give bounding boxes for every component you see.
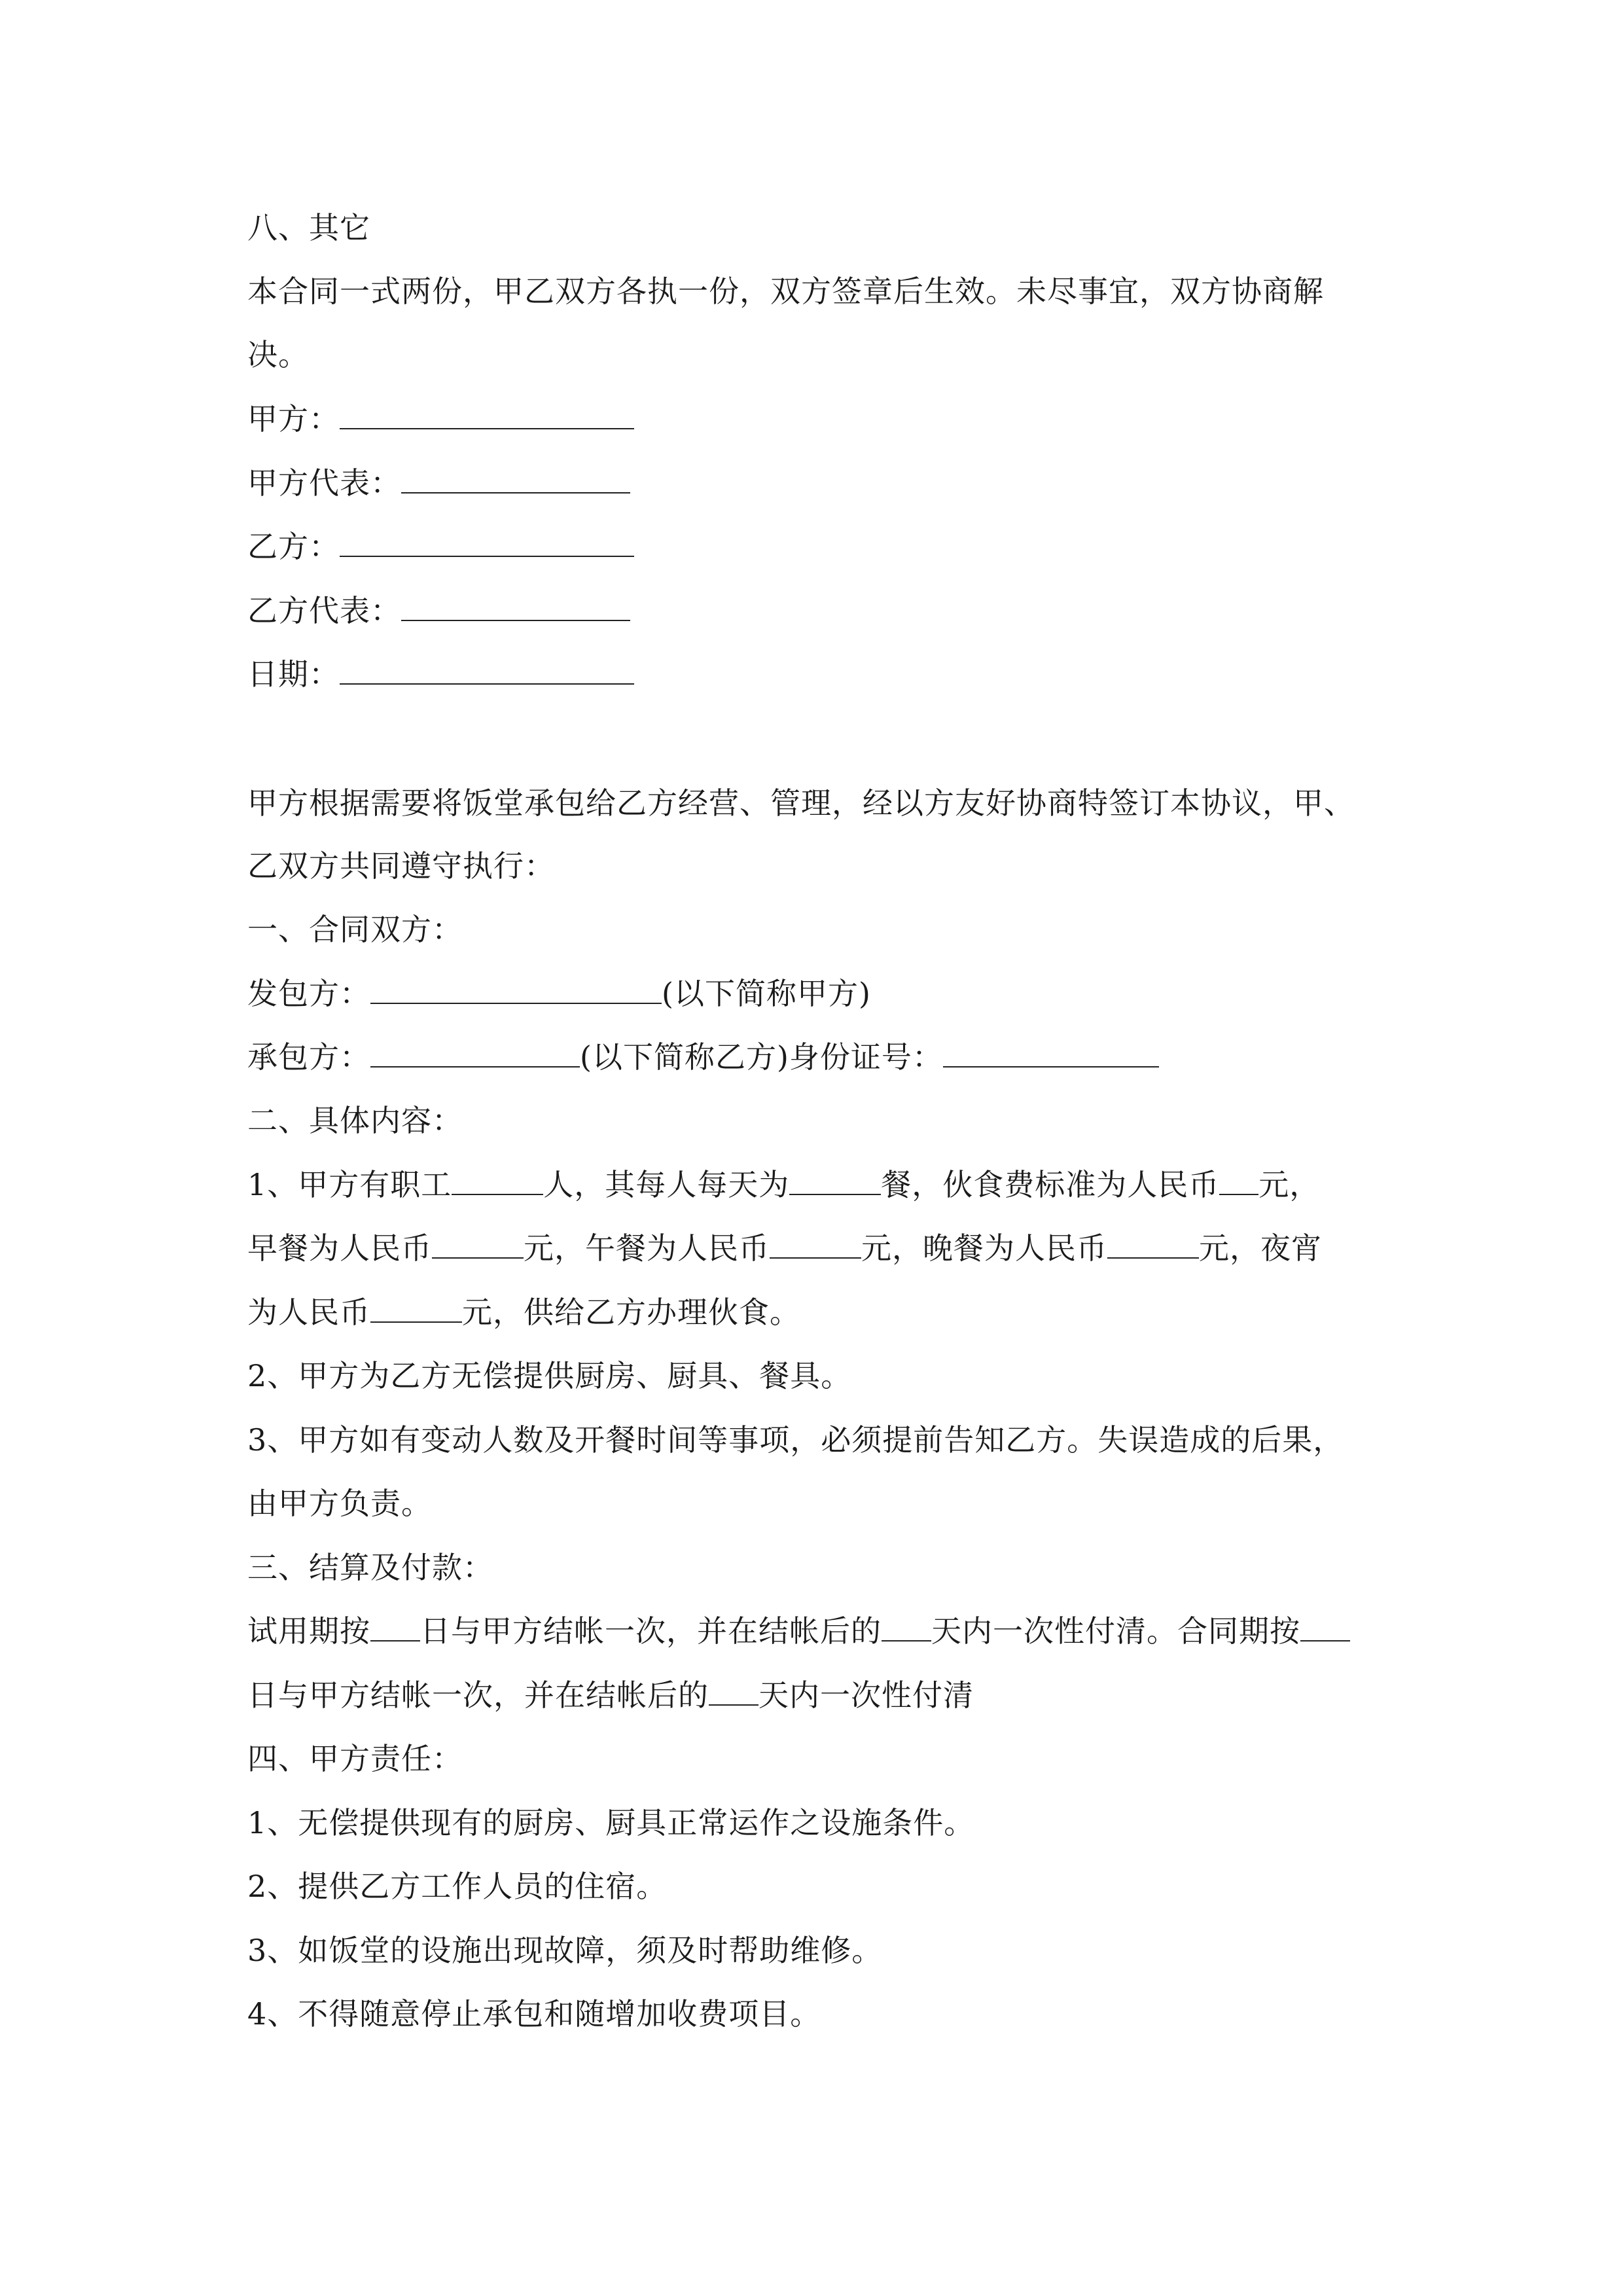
section-4-heading: 四、甲方责任：	[247, 1741, 463, 1776]
contractee-blank[interactable]	[370, 1037, 580, 1067]
party-b-blank[interactable]	[340, 527, 634, 557]
sign-line-party-b	[247, 527, 634, 566]
intro-line-1: 甲方根据需要将饭堂承包给乙方经营、管理，经以方友好协商特签订本协议，甲、	[247, 785, 1355, 821]
sign-line-date	[247, 655, 634, 694]
contractee-suffix: (以下简称乙方)身份证号：	[580, 1039, 943, 1075]
staff-count-blank[interactable]	[452, 1165, 543, 1195]
trial-settle-days-blank[interactable]	[370, 1611, 420, 1641]
section-2-item-1-line-2	[247, 1229, 1322, 1268]
party-b-rep-blank[interactable]	[401, 591, 630, 621]
contractor-suffix: (以下简称甲方)	[662, 976, 871, 1011]
sign-label-party-a: 甲方：	[247, 401, 340, 437]
section-3-heading: 三、结算及付款：	[247, 1550, 493, 1585]
item1-text-f: 元，午餐为人民币	[524, 1230, 770, 1266]
sign-label-party-a-rep: 甲方代表：	[247, 465, 401, 501]
meal-fee-blank[interactable]	[1219, 1165, 1258, 1195]
section-other-para-2: 决。	[247, 337, 309, 372]
party-a-rep-blank[interactable]	[401, 463, 630, 493]
settle-text-a: 试用期按	[247, 1613, 370, 1649]
section-2-item-3-line-1: 3、甲方如有变动人数及开餐时间等事项，必须提前告知乙方。失误造成的后果，	[247, 1422, 1344, 1458]
sign-line-party-a-rep	[247, 463, 630, 503]
item1-text-j: 元，供给乙方办理伙食。	[462, 1295, 800, 1330]
contract-settle-days-blank[interactable]	[1300, 1611, 1350, 1641]
section-3-line-1	[247, 1611, 1350, 1651]
sign-label-date: 日期：	[247, 656, 340, 692]
contractee-label: 承包方：	[247, 1039, 370, 1075]
section-1-heading: 一、合同双方：	[247, 912, 463, 947]
supper-fee-blank[interactable]	[370, 1293, 462, 1323]
party-a-blank[interactable]	[340, 399, 634, 429]
contract-pay-days-blank[interactable]	[709, 1676, 758, 1706]
settle-text-c: 天内一次性付清。合同期按	[931, 1613, 1300, 1649]
sign-line-party-a	[247, 399, 634, 439]
section-2-item-3-line-2: 由甲方负责。	[247, 1486, 432, 1521]
section-other-para-1: 本合同一式两份，甲乙双方各执一份，双方签章后生效。未尽事宜，双方协商解	[247, 274, 1324, 309]
lunch-fee-blank[interactable]	[770, 1229, 861, 1259]
section-other-heading: 八、其它	[247, 210, 370, 245]
section-3-line-2	[247, 1676, 974, 1715]
section-4-item-2: 2、提供乙方工作人员的住宿。	[247, 1869, 668, 1904]
item1-text-b: 人，其每人每天为	[543, 1167, 790, 1202]
item1-text-a: 1、甲方有职工	[247, 1167, 452, 1202]
sign-label-party-b-rep: 乙方代表：	[247, 593, 401, 628]
item1-text-c: 餐，伙食费标准为人民币	[881, 1167, 1220, 1202]
contractor-label: 发包方：	[247, 976, 370, 1011]
contractor-blank[interactable]	[370, 974, 662, 1004]
section-2-heading: 二、具体内容：	[247, 1103, 463, 1138]
dinner-fee-blank[interactable]	[1107, 1229, 1199, 1259]
settle-text-b: 日与甲方结帐一次，并在结帐后的	[420, 1613, 882, 1649]
item1-text-g: 元，晚餐为人民币	[861, 1230, 1107, 1266]
settle-text-e: 天内一次性付清	[758, 1677, 974, 1713]
item1-text-d: 元，	[1258, 1167, 1321, 1202]
section-4-item-4: 4、不得随意停止承包和随增加收费项目。	[247, 1996, 821, 2032]
sign-line-party-b-rep	[247, 591, 630, 630]
contractee-line	[247, 1037, 1159, 1077]
id-number-blank[interactable]	[943, 1037, 1159, 1067]
meals-per-day-blank[interactable]	[789, 1165, 881, 1195]
section-2-item-2: 2、甲方为乙方无偿提供厨房、厨具、餐具。	[247, 1358, 852, 1393]
section-4-item-1: 1、无偿提供现有的厨房、厨具正常运作之设施条件。	[247, 1805, 975, 1840]
contractor-line	[247, 974, 871, 1013]
item1-text-e: 早餐为人民币	[247, 1230, 432, 1266]
breakfast-fee-blank[interactable]	[432, 1229, 524, 1259]
section-2-item-1-line-1	[247, 1165, 1320, 1204]
item1-text-h: 元，夜宵	[1199, 1230, 1322, 1266]
sign-label-party-b: 乙方：	[247, 529, 340, 564]
date-blank[interactable]	[340, 655, 634, 685]
settle-text-d: 日与甲方结帐一次，并在结帐后的	[247, 1677, 709, 1713]
section-2-item-1-line-3	[247, 1293, 800, 1332]
section-4-item-3: 3、如饭堂的设施出现故障，须及时帮助维修。	[247, 1933, 883, 1968]
item1-text-i: 为人民币	[247, 1295, 370, 1330]
trial-pay-days-blank[interactable]	[882, 1611, 931, 1641]
intro-line-2: 乙双方共同遵守执行：	[247, 848, 555, 884]
